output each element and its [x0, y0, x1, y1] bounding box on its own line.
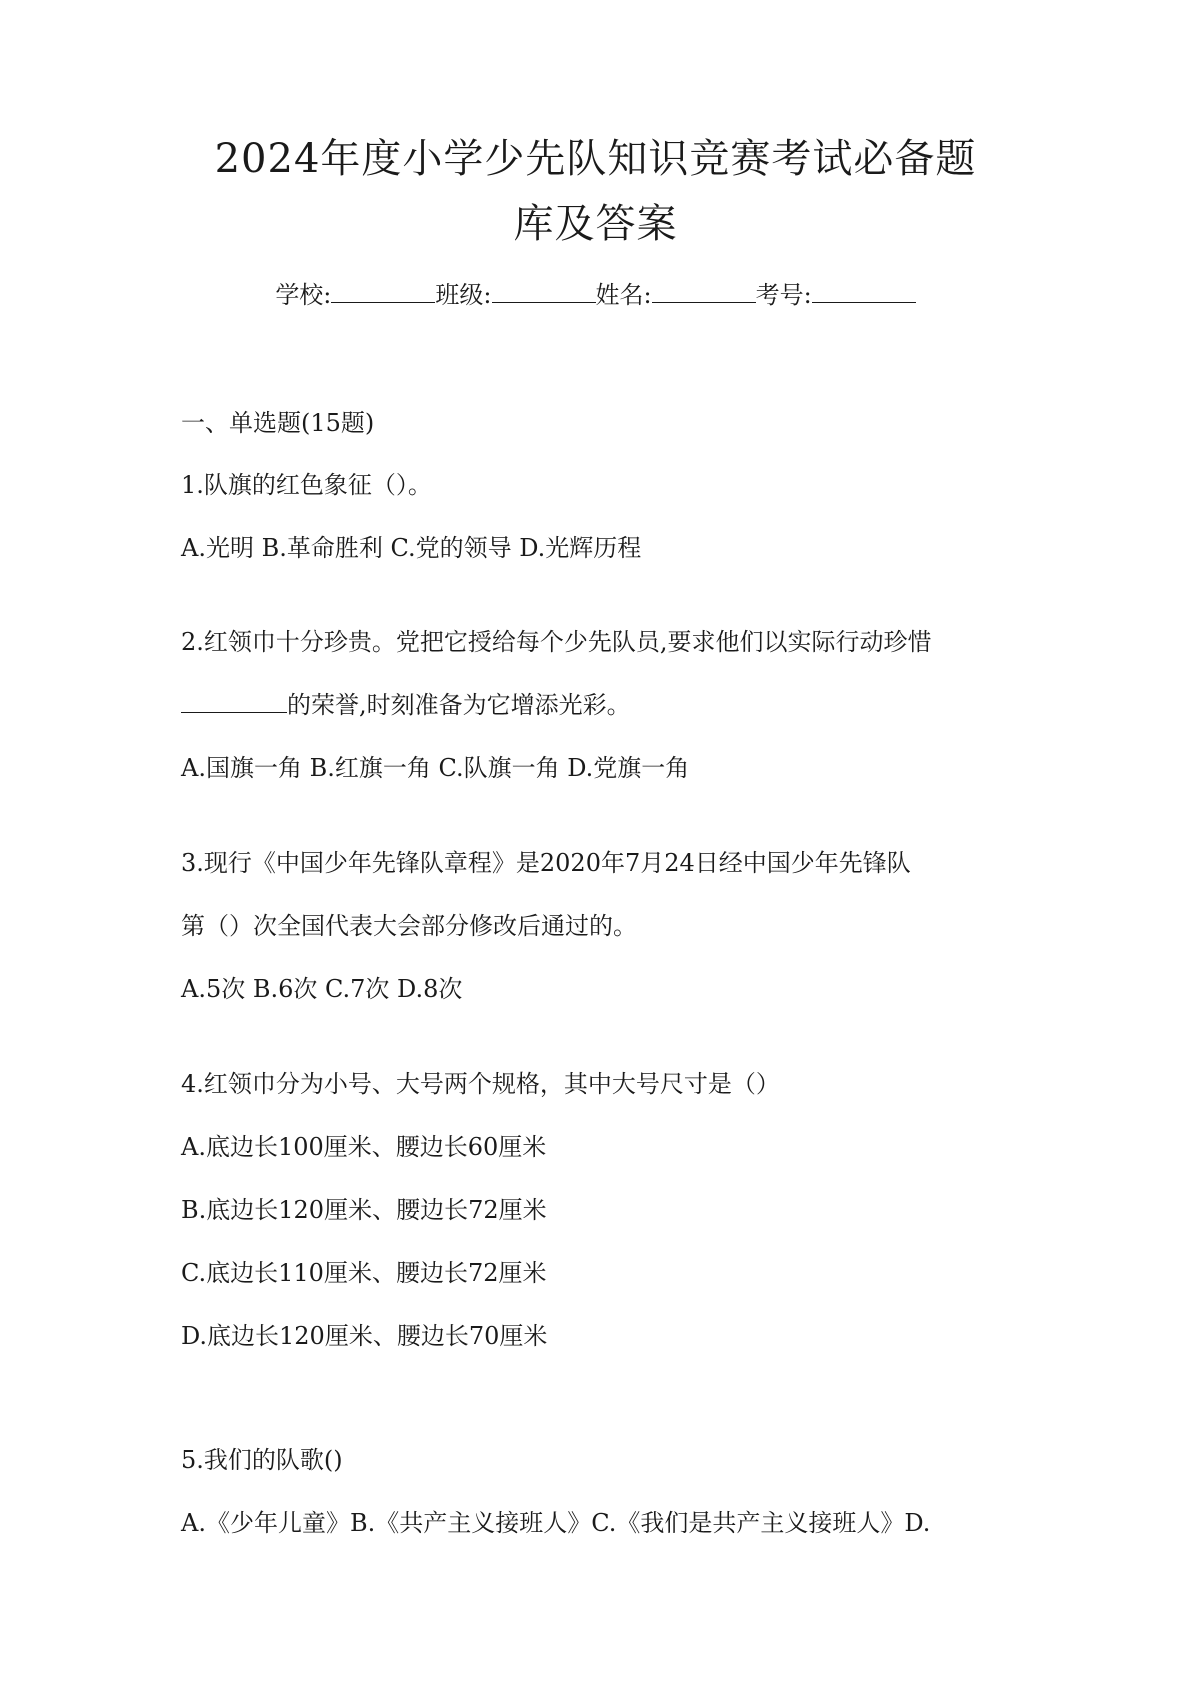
question-4-option-b: B.底边长120厘米、腰边长72厘米 — [181, 1196, 547, 1224]
question-4-option-c: C.底边长110厘米、腰边长72厘米 — [181, 1259, 547, 1287]
question-4-option-a: A.底边长100厘米、腰边长60厘米 — [181, 1133, 547, 1161]
name-blank[interactable] — [652, 278, 756, 303]
name-label: 姓名: — [595, 281, 652, 309]
question-2-stem-line-1: 2.红领巾十分珍贵。党把它授给每个少先队员,要求他们以实际行动珍惜 — [181, 628, 932, 656]
question-1-options: A.光明 B.革命胜利 C.党的领导 D.光辉历程 — [181, 534, 642, 562]
document-title-line-2: 库及答案 — [513, 201, 678, 247]
question-3-options: A.5次 B.6次 C.7次 D.8次 — [181, 975, 463, 1003]
exam-no-label: 考号: — [755, 281, 812, 309]
question-3-stem-line-1: 3.现行《中国少年先锋队章程》是2020年7月24日经中国少年先锋队 — [181, 849, 911, 877]
section-heading: 一、单选题(15题) — [181, 409, 375, 437]
school-label: 学校: — [275, 281, 332, 309]
student-info-line — [0, 278, 1191, 312]
document-title-line-1: 2024年度小学少先队知识竞赛考试必备题 — [214, 136, 977, 182]
question-3-stem-line-2: 第（）次全国代表大会部分修改后通过的。 — [181, 912, 637, 940]
school-blank[interactable] — [331, 278, 435, 303]
question-2-stem-line-2 — [181, 688, 631, 722]
class-blank[interactable] — [492, 278, 596, 303]
exam-no-blank[interactable] — [812, 278, 916, 303]
question-2-options: A.国旗一角 B.红旗一角 C.队旗一角 D.党旗一角 — [181, 754, 690, 782]
question-1-stem: 1.队旗的红色象征（）。 — [181, 471, 432, 499]
class-label: 班级: — [435, 281, 492, 309]
answer-blank[interactable] — [181, 690, 287, 713]
question-2-stem-line-2-text: 的荣誉,时刻准备为它增添光彩。 — [287, 691, 631, 719]
question-5-stem: 5.我们的队歌() — [181, 1446, 343, 1474]
question-5-options: A.《少年儿童》B.《共产主义接班人》C.《我们是共产主义接班人》D. — [181, 1509, 931, 1537]
question-4-option-d: D.底边长120厘米、腰边长70厘米 — [181, 1322, 548, 1350]
question-4-stem: 4.红领巾分为小号、大号两个规格，其中大号尺寸是（） — [181, 1070, 780, 1098]
